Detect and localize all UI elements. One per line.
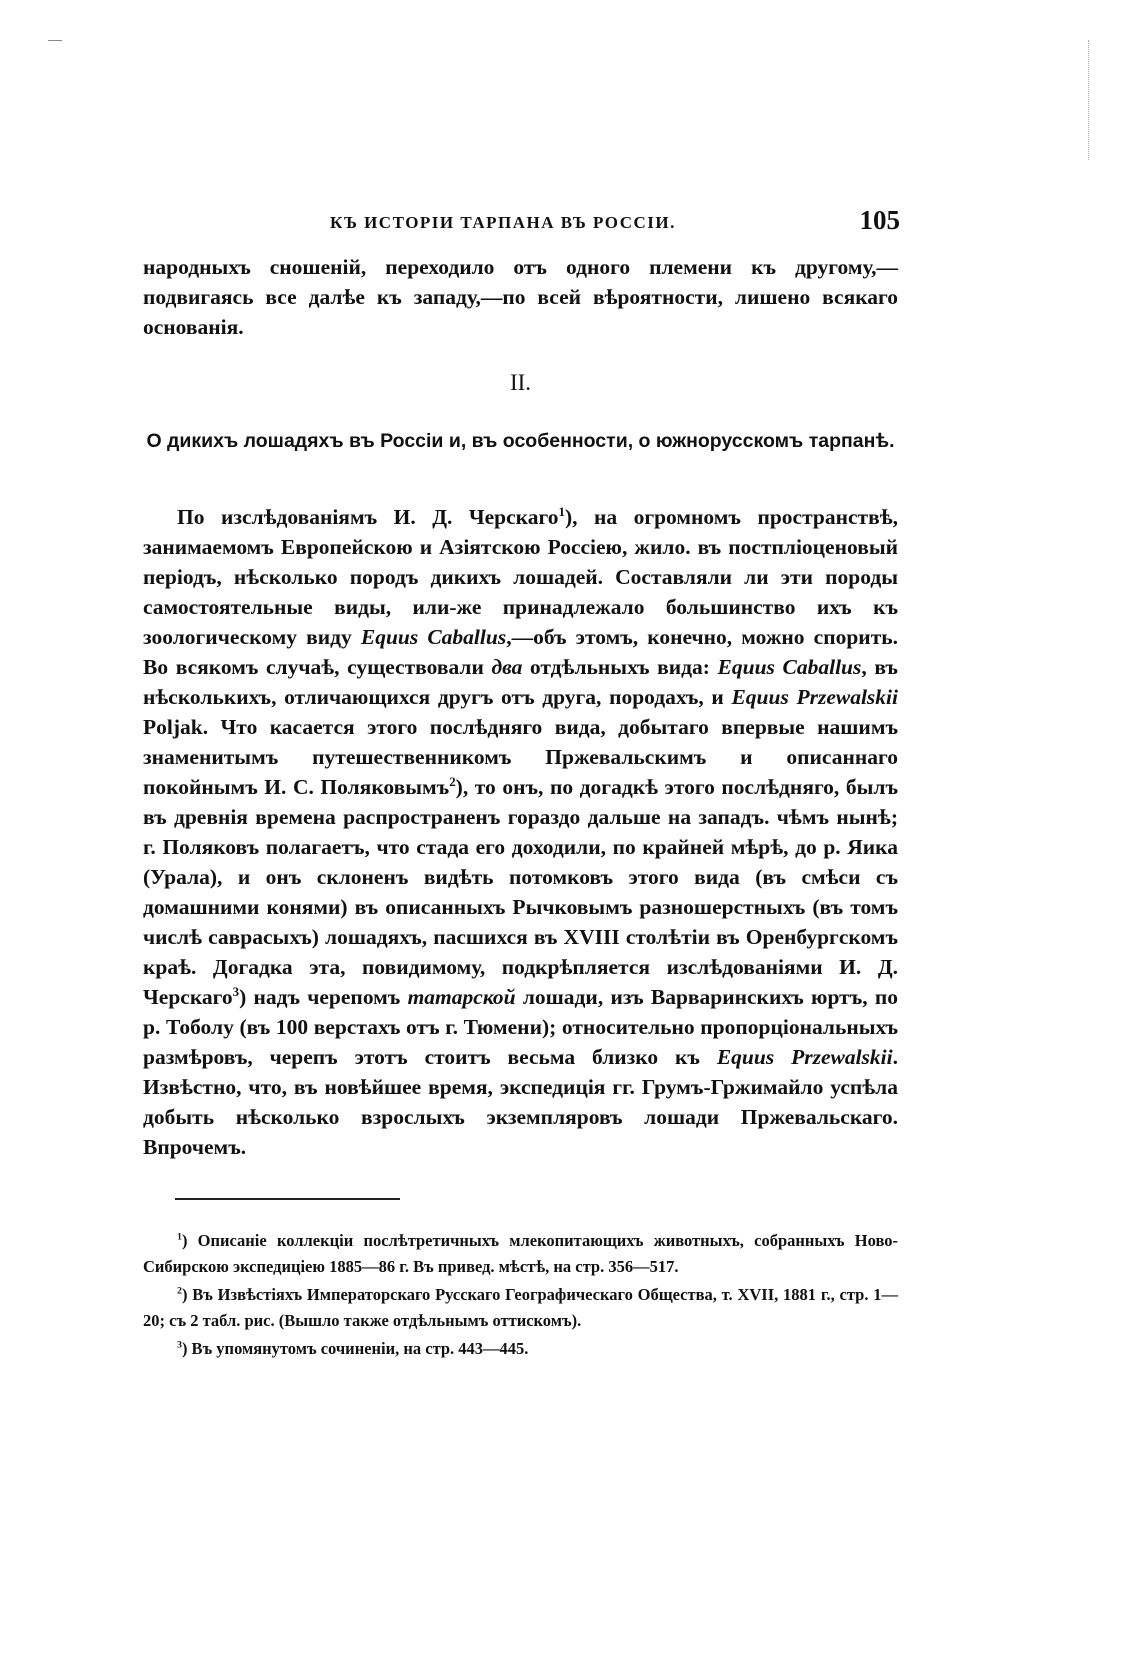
emphasis: татарской: [407, 985, 516, 1009]
footnote-1: [143, 1228, 898, 1280]
footnote-ref: 2: [449, 774, 456, 789]
footnote-text: ) Въ упомянутомъ сочиненіи, на стр. 443—445.: [181, 1339, 529, 1358]
body-text: ) надъ черепомъ: [239, 985, 408, 1009]
body-text: ), то онъ, по догадкѣ этого послѣдняго, былъ въ древнія времена распространенъ гораздо дальше на западъ. чѣмъ нынѣ; г. Поляковъ полагаетъ, что стада его доходили, по крайней мѣрѣ, до р. Яика (Урала), и онъ склоненъ видѣть потомковъ этого вида (въ смѣси съ домашними конями) въ описанныхъ Рычковымъ разношерстныхъ (въ томъ числѣ саврасыхъ) лошадяхъ, пасшихся въ XVIII столѣтіи въ Оренбургскомъ краѣ. Догадка эта, повидимому, подкрѣпляется изслѣдованіями И. Д. Черскаго: [143, 775, 899, 1009]
body-text: лошади, изъ Варваринскихъ юртъ, по р. Тоболу (въ 100 верстахъ отъ г. Тюмени); относительно пропорціональныхъ размѣровъ, черепъ этотъ стоитъ весьма близко къ: [143, 985, 898, 1069]
body-text: По изслѣдованіямъ И. Д. Черскаго: [177, 505, 559, 529]
body-text: ,—объ этомъ, конечно, можно спорить. Во всякомъ случаѣ, существовали: [143, 625, 898, 679]
section-title: О дикихъ лошадяхъ въ Россіи и, въ особенности, о южнорусскомъ тарпанѣ.: [146, 430, 895, 452]
footnote-ref: 3: [232, 984, 240, 999]
running-head: [138, 205, 900, 241]
body-text: отдѣльныхъ вида:: [522, 655, 718, 679]
species-name: Equus Przewalskii: [716, 1045, 893, 1069]
footnote-divider: [175, 1198, 400, 1200]
species-name: Equus Caballus: [717, 655, 862, 679]
species-name: Equus Caballus: [360, 625, 507, 649]
footnote-mark: 3: [177, 1339, 182, 1351]
body-text: ), на огромномъ пространствѣ, занимаемомъ Европейскою и Азіятскою Россіею, жило. въ постпліоценовый періодъ, нѣсколько породъ дикихъ лошадей. Составляли ли эти породы самостоятельные виды, или-же принадлежало большинство ихъ къ зоологическому виду: [143, 505, 898, 649]
continuation-paragraph: народныхъ сношеній, переходило отъ одного племени къ другому,—подвигаясь все далѣе къ западу,—по всей вѣроятности, лишено всякаго основанія.: [143, 255, 898, 339]
footnotes: [143, 1228, 898, 1364]
body-text: Poljak. Что касается этого послѣдняго вида, добытаго впервые нашимъ знаменитымъ путешественникомъ Пржевальскимъ и описаннаго покойнымъ И. С. Поляковымъ: [143, 715, 898, 799]
body-text: . Извѣстно, что, въ новѣйшее время, экспедиція гг. Грумъ-Гржимайло успѣла добыть нѣсколько взрослыхъ экземпляровъ лошади Пржевальскаго. Впрочемъ.: [143, 1045, 898, 1159]
section-number: II.: [509, 370, 532, 395]
footnote-mark: 1: [177, 1231, 182, 1243]
footnote-text: ) Въ Извѣстіяхъ Императорскаго Русскаго Географическаго Общества, т. XVII, 1881 г., стр. 1—20; съ 2 табл. рис. (Вышло также отдѣльнымъ оттискомъ).: [143, 1285, 898, 1330]
footnote-ref: 1: [558, 504, 565, 519]
body-paragraph: [143, 502, 898, 1162]
footnote-3: [143, 1336, 898, 1362]
scan-edge-mark: [1088, 40, 1090, 160]
footnote-mark: 2: [177, 1285, 182, 1297]
species-name: Equus Przewalskii: [731, 685, 898, 709]
running-title: КЪ ИСТОРІИ ТАРПАНА ВЪ РОССІИ.: [330, 213, 676, 232]
footnote-text: ) Описаніе коллекціи послѣтретичныхъ млекопитающихъ животныхъ, собранныхъ Ново-Сибирскою экспедиціею 1885—86 г. Въ привед. мѣстѣ, на стр. 356—517.: [143, 1231, 898, 1276]
page-number: 105: [859, 205, 900, 235]
scan-edge-mark: [48, 40, 62, 41]
body-text: , въ нѣсколькихъ, отличающихся другъ отъ друга, породахъ, и: [143, 655, 898, 709]
footnote-2: [143, 1282, 898, 1334]
emphasis: два: [491, 655, 523, 679]
